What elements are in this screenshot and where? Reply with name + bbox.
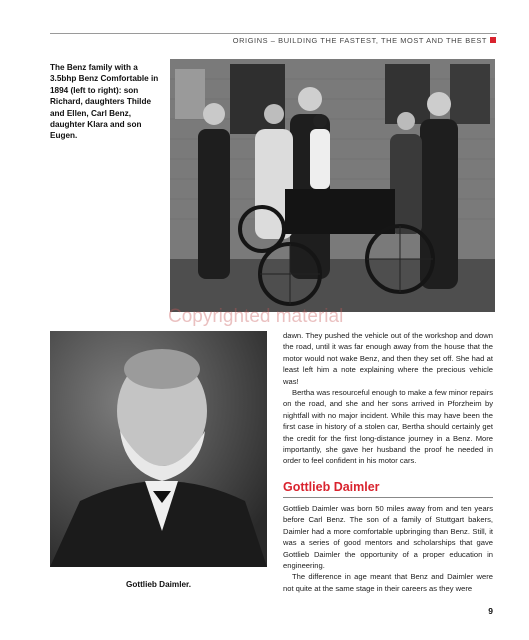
section-rule — [283, 497, 493, 498]
daimler-portrait-photo — [50, 331, 267, 567]
body-paragraph-2: Bertha was resourceful enough to make a few minor repairs on the road, and she and her sons arrived in Pforzheim by nightfall with no major incident. While this may have been the first case in history of a stolen car, Bertha should certainly get the credit for the first long-distance journey in a Benz. More importantly, she gave her husband the proof he needed in order to feel confident in his motor cars. — [283, 388, 493, 466]
bottom-photo-caption: Gottlieb Daimler. — [125, 580, 192, 589]
body-paragraph-1: dawn. They pushed the vehicle out of the workshop and down the road, until it was far enough away from the house that the motor would not wake Benz, and then they set off. She had at least left him a note explaining where the precious vehicle was! — [283, 331, 493, 386]
section-heading: Gottlieb Daimler — [283, 480, 380, 494]
top-photo-caption: The Benz family with a 3.5bhp Benz Comfortable in 1894 (left to right): son Richard, daughters Thilde and Ellen, Carl Benz, daughter Klara and son Eugen. — [50, 63, 159, 141]
section-text-column — [283, 503, 493, 594]
header-rule — [50, 33, 497, 34]
copyright-watermark: Copyrighted material — [168, 306, 344, 327]
running-head-text: ORIGINS – BUILDING THE FASTEST, THE MOST AND THE BEST — [232, 36, 487, 45]
body-text-column — [283, 330, 493, 467]
benz-family-photo — [170, 59, 495, 312]
running-head — [0, 0, 529, 45]
red-square-icon — [490, 37, 496, 43]
section-paragraph-2: The difference in age meant that Benz and Daimler were not quite at the same stage in their careers as they were — [283, 572, 493, 593]
page-number: 9 — [488, 606, 493, 616]
section-paragraph-1: Gottlieb Daimler was born 50 miles away from and ten years before Carl Benz. The son of a family of Stuttgart bakers, Daimler had a more comfortable upbringing than Benz. Still, it was a series of good mentors and scholarships that gave Gottlieb Daimler the opportunity of a proper education in engineering. — [283, 504, 493, 571]
